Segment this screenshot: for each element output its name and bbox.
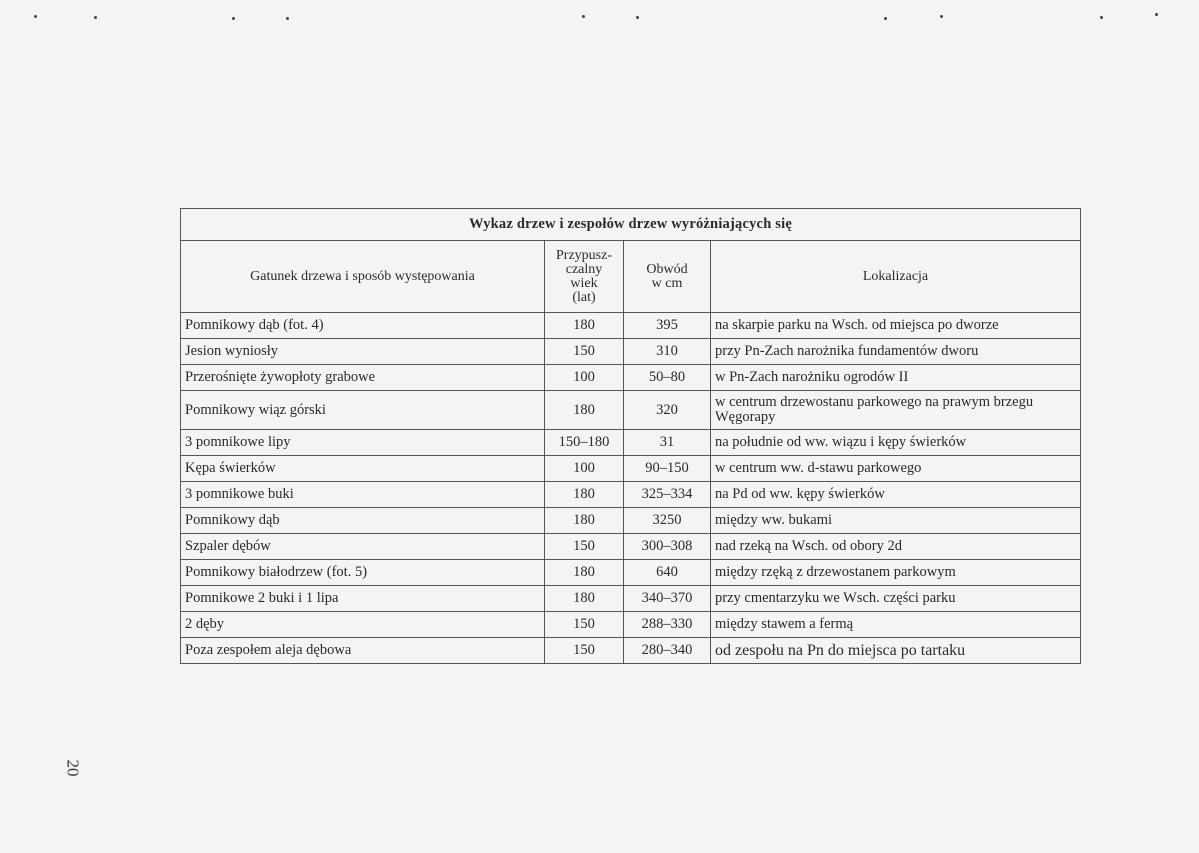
- scan-speck: [1155, 13, 1158, 16]
- cell-species: 3 pomnikowe lipy: [181, 430, 545, 456]
- cell-age: 180: [545, 391, 624, 430]
- cell-age: 180: [545, 482, 624, 508]
- cell-girth: 310: [624, 339, 711, 365]
- scan-speck: [286, 17, 289, 20]
- page-number: 20: [63, 759, 83, 777]
- cell-age: 180: [545, 560, 624, 586]
- cell-species: Przerośnięte żywopłoty grabowe: [181, 365, 545, 391]
- table-row: [181, 612, 1081, 638]
- table-row: [181, 560, 1081, 586]
- cell-location: przy cmentarzyku we Wsch. części parku: [711, 586, 1081, 612]
- cell-species: 3 pomnikowe buki: [181, 482, 545, 508]
- cell-age: 100: [545, 456, 624, 482]
- cell-age: 180: [545, 586, 624, 612]
- cell-location: na południe od ww. wiązu i kępy świerków: [711, 430, 1081, 456]
- cell-age: 100: [545, 365, 624, 391]
- cell-girth: 31: [624, 430, 711, 456]
- cell-girth: 280–340: [624, 638, 711, 664]
- cell-location: między rzęką z drzewostanem parkowym: [711, 560, 1081, 586]
- table-row: [181, 586, 1081, 612]
- cell-species: Kępa świerków: [181, 456, 545, 482]
- cell-age: 150–180: [545, 430, 624, 456]
- cell-species: Pomnikowe 2 buki i 1 lipa: [181, 586, 545, 612]
- cell-location: w centrum ww. d-stawu parkowego: [711, 456, 1081, 482]
- scan-speck: [232, 17, 235, 20]
- table-row: [181, 313, 1081, 339]
- cell-age: 180: [545, 508, 624, 534]
- cell-girth: 300–308: [624, 534, 711, 560]
- cell-location: między ww. bukami: [711, 508, 1081, 534]
- cell-species: Poza zespołem aleja dębowa: [181, 638, 545, 664]
- cell-species: Pomnikowy dąb: [181, 508, 545, 534]
- table-row: [181, 482, 1081, 508]
- cell-location: od zespołu na Pn do miejsca po tartaku: [711, 638, 1081, 664]
- cell-location: w centrum drzewostanu parkowego na prawym brzegu Węgorapy: [711, 391, 1081, 430]
- table-row: [181, 430, 1081, 456]
- scan-speck: [1100, 16, 1103, 19]
- cell-age: 150: [545, 534, 624, 560]
- cell-species: Pomnikowy białodrzew (fot. 5): [181, 560, 545, 586]
- cell-girth: 320: [624, 391, 711, 430]
- table-row: [181, 456, 1081, 482]
- trees-table: [180, 208, 1081, 664]
- cell-species: Pomnikowy wiąz górski: [181, 391, 545, 430]
- cell-location: na Pd od ww. kępy świerków: [711, 482, 1081, 508]
- header-girth: Obwód w cm: [624, 241, 711, 313]
- table-title: Wykaz drzew i zespołów drzew wyróżniających się: [181, 209, 1081, 241]
- cell-age: 180: [545, 313, 624, 339]
- cell-species: Szpaler dębów: [181, 534, 545, 560]
- cell-location: przy Pn-Zach narożnika fundamentów dworu: [711, 339, 1081, 365]
- cell-species: Pomnikowy dąb (fot. 4): [181, 313, 545, 339]
- table-row: [181, 391, 1081, 430]
- cell-girth: 3250: [624, 508, 711, 534]
- scan-speck: [582, 15, 585, 18]
- cell-girth: 640: [624, 560, 711, 586]
- cell-age: 150: [545, 339, 624, 365]
- cell-girth: 325–334: [624, 482, 711, 508]
- cell-location: między stawem a fermą: [711, 612, 1081, 638]
- cell-age: 150: [545, 638, 624, 664]
- cell-location: nad rzeką na Wsch. od obory 2d: [711, 534, 1081, 560]
- cell-girth: 340–370: [624, 586, 711, 612]
- scan-speck: [94, 16, 97, 19]
- table-row: [181, 508, 1081, 534]
- cell-girth: 90–150: [624, 456, 711, 482]
- scan-speck: [940, 15, 943, 18]
- scan-speck: [34, 15, 37, 18]
- cell-girth: 395: [624, 313, 711, 339]
- cell-species: 2 dęby: [181, 612, 545, 638]
- header-age: Przypusz- czalny wiek (lat): [545, 241, 624, 313]
- table-row: [181, 339, 1081, 365]
- cell-girth: 288–330: [624, 612, 711, 638]
- cell-location: na skarpie parku na Wsch. od miejsca po dworze: [711, 313, 1081, 339]
- cell-age: 150: [545, 612, 624, 638]
- table-row: [181, 534, 1081, 560]
- cell-species: Jesion wyniosły: [181, 339, 545, 365]
- scan-speck: [884, 17, 887, 20]
- header-location: Lokalizacja: [711, 241, 1081, 313]
- table-row: [181, 365, 1081, 391]
- cell-girth: 50–80: [624, 365, 711, 391]
- header-species: Gatunek drzewa i sposób występowania: [181, 241, 545, 313]
- cell-location: w Pn-Zach narożniku ogrodów II: [711, 365, 1081, 391]
- table-row: [181, 638, 1081, 664]
- scan-speck: [636, 16, 639, 19]
